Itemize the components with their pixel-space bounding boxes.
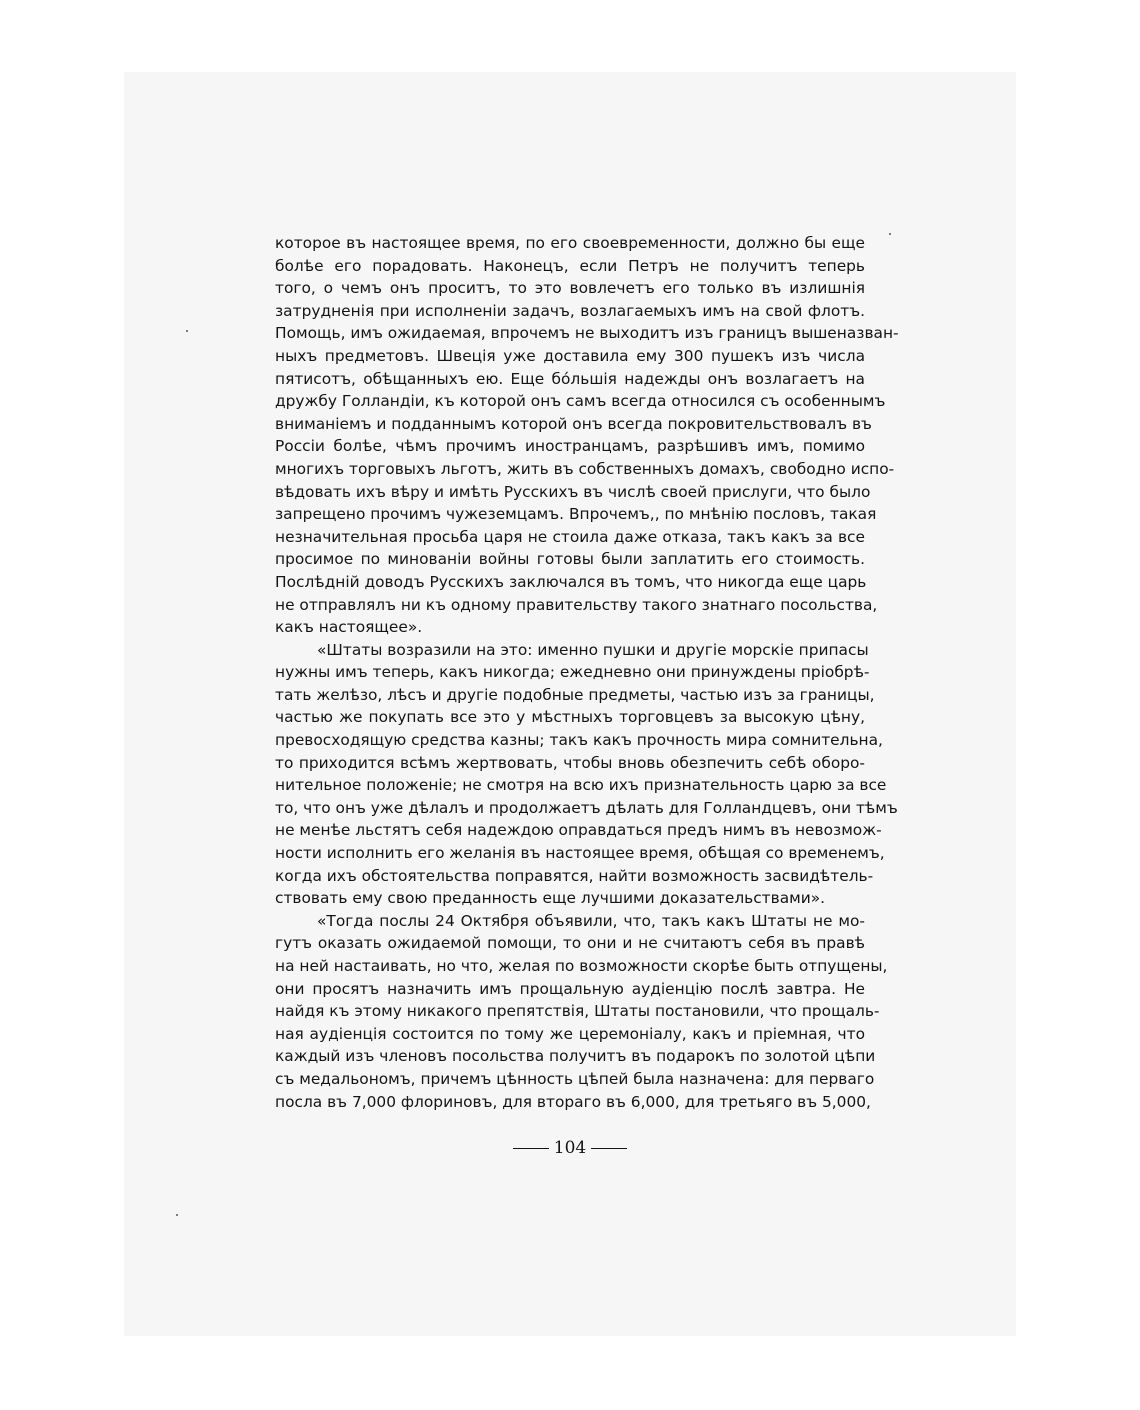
- text-line: пятисотъ, обѣщанныхъ ею. Еще бóльшія надежды онъ возлагаетъ на: [275, 369, 865, 388]
- text-line: не менѣе льстятъ себя надеждою оправдаться предъ нимъ въ невозмож-: [275, 821, 882, 840]
- text-line: которое въ настоящее время, по его своевременности, должно бы еще: [275, 234, 865, 252]
- text-line: съ медальономъ, причемъ цѣнность цѣпей была назначена: для перваго: [275, 1069, 875, 1088]
- text-line: «Штаты возразили на это: именно пушки и другіе морскіе припасы: [317, 640, 869, 659]
- text-line: Послѣдній доводъ Русскихъ заключался въ томъ, что никогда еще царь: [275, 572, 867, 591]
- text-line: того, о чемъ онъ проситъ, то это вовлечетъ его только въ излишнія: [275, 279, 865, 298]
- text-line: не отправлялъ ни къ одному правительству такого знатнаго посольства,: [275, 595, 878, 614]
- text-line: тать желѣзо, лѣсъ и другіе подобные предметы, частью изъ за границы,: [275, 685, 875, 704]
- page-number-rule: [591, 1148, 627, 1149]
- text-line: ствовать ему свою преданность еще лучшими доказательствами».: [275, 889, 826, 908]
- scan-speck: [176, 1214, 178, 1216]
- text-line: Помощь, имъ ожидаемая, впрочемъ не выходитъ изъ границъ вышеназван-: [275, 324, 899, 343]
- text-line: гутъ оказать ожидаемой помощи, то они и не считаютъ себя въ правѣ: [275, 934, 865, 953]
- text-line: то, что онъ уже дѣлалъ и продолжаетъ дѣлать для Голландцевъ, они тѣмъ: [275, 798, 898, 817]
- text-line: незначительная просьба царя не стоила даже отказа, такъ какъ за все: [275, 527, 865, 546]
- scan-speck: [186, 330, 188, 332]
- text-line: просимое по минованіи войны готовы были заплатить его стоимость.: [275, 550, 865, 569]
- text-line: болѣе его порадовать. Наконецъ, если Петръ не получитъ теперь: [275, 256, 865, 275]
- text-line: дружбу Голландіи, къ которой онъ самъ всегда относился съ особеннымъ: [275, 392, 886, 411]
- text-line: затрудненія при исполненіи задачъ, возлагаемыхъ имъ на свой флотъ.: [275, 301, 865, 320]
- text-line: частью же покупать все это у мѣстныхъ торговцевъ за высокую цѣну,: [275, 708, 865, 727]
- text-line: вѣдовать ихъ вѣру и имѣть Русскихъ въ числѣ своей прислуги, что было: [275, 482, 871, 501]
- text-line: превосходящую средства казны; такъ какъ прочность мира сомнительна,: [275, 731, 883, 750]
- page-number-value: 104: [553, 1138, 587, 1158]
- text-line: каждый изъ членовъ посольства получитъ въ подарокъ по золотой цѣпи: [275, 1047, 876, 1066]
- text-line: нужны имъ теперь, какъ никогда; ежедневно они принуждены пріобрѣ-: [275, 663, 870, 682]
- text-line: многихъ торговыхъ льготъ, жить въ собственныхъ домахъ, свободно испо-: [275, 459, 895, 478]
- text-line: ныхъ предметовъ. Швеція уже доставила ему 300 пушекъ изъ числа: [275, 346, 865, 365]
- text-line: нительное положеніе; не смотря на всю ихъ признательность царю за все: [275, 776, 887, 795]
- text-line: посла въ 7,000 флориновъ, для втораго въ 6,000, для третьяго въ 5,000,: [275, 1092, 871, 1111]
- page-number: [460, 1137, 680, 1159]
- text-line: то приходится всѣмъ жертвовать, чтобы вновь обезпечить себѣ оборо-: [275, 753, 865, 772]
- text-line: запрещено прочимъ чужеземцамъ. Впрочемъ,, по мнѣнію пословъ, такая: [275, 505, 877, 524]
- text-line: ная аудіенція состоится по тому же церемоніалу, какъ и пріемная, что: [275, 1024, 865, 1043]
- text-line: на ней настаивать, но что, желая по возможности скорѣе быть отпущены,: [275, 957, 888, 975]
- text-line: какъ настоящее».: [275, 618, 423, 637]
- text-line: они просятъ назначить имъ прощальную аудіенцію послѣ завтра. Не: [275, 979, 865, 998]
- page-number-rule: [513, 1148, 549, 1149]
- text-line: Россіи болѣе, чѣмъ прочимъ иностранцамъ, разрѣшивъ имъ, помимо: [275, 437, 865, 456]
- body-text: [275, 232, 899, 1113]
- text-line: найдя къ этому никакого препятствія, Штаты постановили, что прощаль-: [275, 1002, 880, 1021]
- text-line: ности исполнить его желанія въ настоящее время, обѣщая со временемъ,: [275, 844, 885, 863]
- scan-speck: [889, 233, 891, 235]
- text-line: когда ихъ обстоятельства поправятся, найти возможность засвидѣтель-: [275, 866, 874, 885]
- text-line: «Тогда послы 24 Октября объявили, что, такъ какъ Штаты не мо-: [317, 911, 865, 930]
- text-line: вниманіемъ и подданнымъ которой онъ всегда покровительствовалъ въ: [275, 414, 872, 433]
